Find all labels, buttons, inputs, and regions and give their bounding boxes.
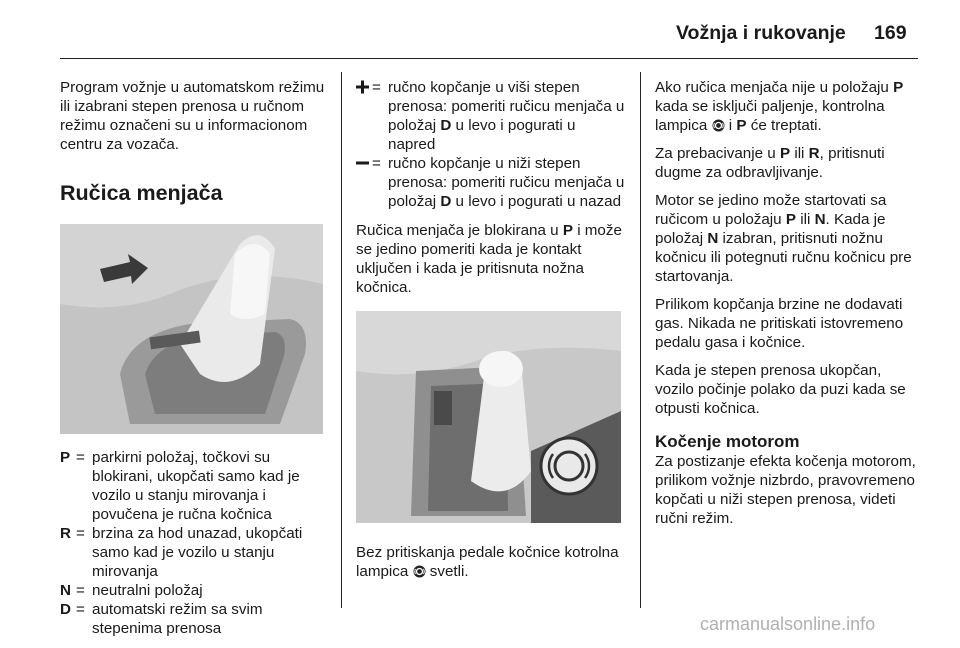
legend-row-r [60,524,330,581]
legend-equals: = [372,79,381,96]
section-heading-engine-braking: Kočenje motorom [655,432,800,451]
plus-icon [356,78,372,154]
photo-caption: Bez pritiskanja pedale kočnice kotrolna lampica svetli. [356,544,619,580]
paragraph-no-gas: Prilikom kopčanja brzine ne dodavati gas. Nikada ne pritiskati istovremeno pedalu gasa i kočnice. [655,296,904,351]
shifter-illustration [60,224,323,434]
brake-lamp-photo [356,311,621,523]
lock-paragraph: Ručica menjača je blokirana u P i može se jedino pomeriti kada je kontakt uključen i kada je pritisnuta nožna kočnica. [356,222,622,296]
legend-key: R [60,525,71,542]
manual-mode-legend [356,78,626,211]
column-1 [60,78,330,648]
legend-equals: = [76,582,85,599]
page-number: 169 [874,22,907,44]
column-divider-2 [640,72,641,608]
brake-warning-lamp-icon [413,564,426,577]
legend-key: N [60,582,71,599]
legend-key: D [60,601,71,618]
legend-row-p [60,448,330,524]
paragraph-start: Motor se jedino može startovati sa ručicom u položaju P ili N. Kada je položaj N izabran, pritisnuti nožnu kočnicu ili potegnuti ručnu kočnicu pre startovanja. [655,192,912,285]
legend-equals: = [76,525,85,542]
legend-equals: = [372,155,381,172]
legend-text: ručno kopčanje u viši stepen prenosa: pomeriti ručicu menjača u položaj D u levo i pogurati u napred [388,79,625,153]
paragraph-creep: Kada je stepen prenosa ukopčan, vozilo počinje polako da puzi kada se otpusti kočnica. [655,362,906,417]
legend-row-plus [356,78,626,154]
legend-equals: = [76,601,85,618]
legend-row-n [60,581,330,600]
minus-icon [356,154,372,211]
header-rule [60,58,918,59]
column-2 [356,78,626,590]
section-heading-shifter: Ručica menjača [60,181,223,205]
watermark: carmanualsonline.info [700,614,876,634]
legend-text: automatski režim sa svim stepenima prenosa [92,601,263,637]
legend-text: neutralni položaj [92,582,203,599]
column-3 [655,78,923,537]
paragraph-release: Za prebacivanje u P ili R, pritisnuti dugme za odbravljivanje. [655,145,885,181]
legend-text: ručno kopčanje u niži stepen prenosa: pomeriti ručicu menjača u položaj D u levo i pogurati u nazad [388,155,625,210]
intro-paragraph: Program vožnje u automatskom režimu ili izabrani stepen prenosa u ručnom režimu označeni su u informacionom centru za vozača. [60,79,325,153]
column-divider-1 [341,72,342,608]
page-header-title: Vožnja i rukovanje [676,22,846,44]
brake-warning-lamp-icon [712,118,725,131]
paragraph-ignition: Ako ručica menjača nije u položaju P kada se isključi paljenje, kontrolna lampica i P će treptati. [655,79,904,134]
position-legend [60,448,330,638]
legend-text: parkirni položaj, točkovi su blokirani, ukopčati samo kad je vozilo u stanju mirovanja i povučena je ručna kočnica [92,449,300,523]
paragraph-engine-braking: Za postizanje efekta kočenja motorom, prilikom vožnje nizbrdo, pravovremeno kopčati u niži stepen prenosa, videti ručni režim. [655,453,916,527]
shifter-photo [60,224,323,434]
legend-key: P [60,449,71,466]
legend-equals: = [76,449,85,466]
legend-row-d [60,600,330,638]
legend-text: brzina za hod unazad, ukopčati samo kad je vozilo u stanju mirovanja [92,525,303,580]
legend-row-minus [356,154,626,211]
brake-lamp-illustration [356,311,621,523]
